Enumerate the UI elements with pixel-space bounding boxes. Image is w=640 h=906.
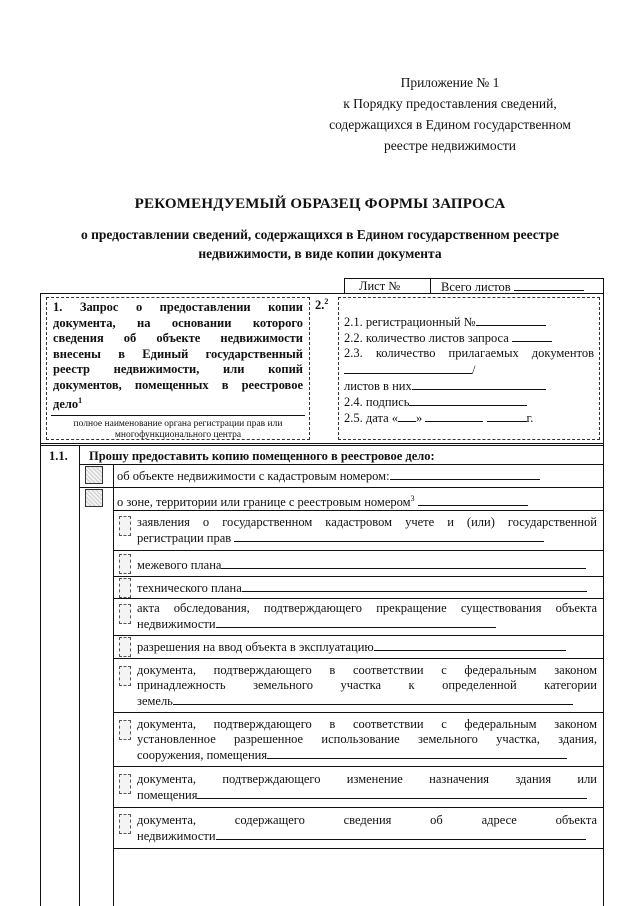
appendix-line: реестре недвижимости bbox=[383, 138, 517, 153]
divider bbox=[113, 635, 603, 636]
signature-caption: полное наименование органа регистрации прав или bbox=[73, 419, 283, 429]
sheet-number-cell[interactable]: Лист № bbox=[345, 279, 431, 294]
doc-field[interactable] bbox=[216, 828, 586, 840]
doc-field[interactable] bbox=[221, 557, 586, 569]
doc-label: документа, подтверждающего в соответствии с федеральным законом bbox=[137, 717, 597, 731]
doc-label: помещения bbox=[137, 788, 198, 802]
doc-field[interactable] bbox=[216, 616, 496, 628]
appendix-block bbox=[300, 72, 600, 156]
doc-row bbox=[137, 639, 597, 655]
attached-count-label: 2.3. количество прилагаемых документов bbox=[344, 346, 594, 360]
doc-checkbox[interactable] bbox=[119, 516, 131, 536]
divider bbox=[113, 658, 603, 659]
section-1-line: дело bbox=[53, 397, 79, 412]
doc-row bbox=[137, 772, 597, 803]
section-1-1-header: Прошу предоставить копию помещенного в реестровое дело: bbox=[89, 449, 435, 463]
doc-checkbox[interactable] bbox=[119, 604, 131, 624]
sheet-count-field[interactable] bbox=[512, 330, 552, 342]
footnote-mark: 2 bbox=[324, 297, 329, 306]
attached-count-field[interactable] bbox=[344, 362, 472, 374]
divider bbox=[113, 848, 603, 849]
doc-label: земель bbox=[137, 694, 173, 708]
reg-number-field[interactable] bbox=[476, 314, 546, 326]
reg-number-label: 2.1. регистрационный № bbox=[344, 315, 476, 329]
doc-checkbox[interactable] bbox=[119, 720, 131, 740]
sheets-in-label: листов в них bbox=[344, 379, 412, 393]
divider bbox=[113, 807, 603, 808]
sheet-total-label: Всего листов bbox=[441, 280, 511, 294]
doc-field[interactable] bbox=[267, 747, 567, 759]
subtitle-line: недвижимости, в виде копии документа bbox=[198, 246, 442, 261]
sheet-count-row bbox=[344, 330, 594, 346]
sheet-counter bbox=[344, 278, 604, 294]
section-1-box bbox=[46, 297, 310, 440]
section-1-line: документа, на основании которого bbox=[53, 315, 303, 330]
doc-label: технического плана bbox=[137, 581, 242, 595]
sheets-in-row bbox=[344, 378, 594, 394]
appendix-line: содержащихся в Едином государственном bbox=[329, 117, 571, 132]
doc-label: заявления о государственном кадастровом учете и (или) государственной bbox=[137, 515, 597, 529]
section-2-box bbox=[338, 297, 600, 440]
section-2-label bbox=[315, 297, 328, 313]
doc-row bbox=[137, 717, 597, 763]
signature-caption: многофункционального центра bbox=[114, 430, 242, 440]
doc-label: документа, подтверждающего в соответствии с федеральным законом bbox=[137, 663, 597, 677]
doc-label: разрешения на ввод объекта в эксплуатацию bbox=[137, 640, 374, 654]
date-year-field[interactable] bbox=[487, 410, 527, 422]
divider bbox=[113, 510, 603, 511]
doc-row bbox=[137, 557, 597, 573]
date-label: 2.5. дата « bbox=[344, 411, 398, 425]
section-1-line: реестр недвижимости, или копий bbox=[53, 362, 303, 376]
divider bbox=[113, 766, 603, 767]
slash: / bbox=[472, 363, 476, 377]
divider bbox=[79, 464, 603, 465]
footnote-mark: 1 bbox=[78, 396, 83, 405]
section-2-number: 2. bbox=[315, 298, 325, 313]
cadastral-option-row bbox=[117, 468, 597, 484]
sheet-total-cell[interactable] bbox=[441, 279, 584, 294]
section-1-text bbox=[53, 300, 303, 413]
divider bbox=[113, 712, 603, 713]
doc-checkbox[interactable] bbox=[119, 774, 131, 794]
signature-field[interactable] bbox=[409, 394, 527, 406]
doc-label: установленное разрешенное использование земельного участка, здания, bbox=[137, 732, 597, 746]
doc-field[interactable] bbox=[242, 580, 587, 592]
column-divider bbox=[79, 446, 80, 906]
zone-number-field[interactable] bbox=[418, 494, 528, 506]
divider bbox=[113, 598, 603, 599]
zone-option-row bbox=[117, 491, 597, 510]
section-1-line: документов, помещенных в реестровое bbox=[53, 377, 303, 392]
cadastral-option-label: об объекте недвижимости с кадастровым номером: bbox=[117, 469, 390, 483]
doc-row bbox=[137, 515, 597, 546]
doc-label: документа, содержащего сведения об адресе объекта bbox=[137, 813, 597, 827]
date-day-field[interactable] bbox=[398, 410, 416, 422]
doc-checkbox[interactable] bbox=[119, 814, 131, 834]
section-1-line: 1. Запрос о предоставлении копии bbox=[53, 300, 303, 314]
doc-checkbox[interactable] bbox=[119, 554, 131, 574]
divider bbox=[79, 487, 603, 488]
zone-option-checkbox[interactable] bbox=[85, 489, 103, 507]
doc-label: недвижимости bbox=[137, 617, 216, 631]
subtitle-line: о предоставлении сведений, содержащихся в Едином государственном реестре bbox=[80, 227, 560, 242]
doc-row bbox=[137, 813, 597, 844]
appendix-line: Приложение № 1 bbox=[400, 75, 500, 90]
form-title: РЕКОМЕНДУЕМЫЙ ОБРАЗЕЦ ФОРМЫ ЗАПРОСА bbox=[134, 196, 506, 212]
doc-field[interactable] bbox=[234, 530, 544, 542]
doc-field[interactable] bbox=[173, 693, 573, 705]
appendix-line: к Порядку предоставления сведений, bbox=[343, 96, 557, 111]
cadastral-option-checkbox[interactable] bbox=[85, 466, 103, 484]
sheets-in-field[interactable] bbox=[412, 378, 546, 390]
signature-label: 2.4. подпись bbox=[344, 395, 410, 409]
divider bbox=[41, 445, 603, 446]
attached-count-row bbox=[344, 362, 594, 378]
divider bbox=[113, 550, 603, 551]
doc-field[interactable] bbox=[374, 639, 566, 651]
request-form bbox=[40, 293, 604, 906]
doc-label: документа, подтверждающего изменение назначения здания или bbox=[137, 772, 597, 786]
divider bbox=[113, 576, 603, 577]
doc-field[interactable] bbox=[197, 787, 587, 799]
doc-checkbox[interactable] bbox=[119, 637, 131, 657]
doc-label: принадлежность земельного участка к определенной категории bbox=[137, 678, 597, 692]
cadastral-number-field[interactable] bbox=[390, 468, 540, 480]
section-1-1-number: 1.1. bbox=[49, 449, 68, 463]
footnote-mark: 3 bbox=[410, 494, 415, 503]
doc-row bbox=[137, 580, 597, 596]
zone-option-label: о зоне, территории или границе с реестровым номером bbox=[117, 495, 411, 510]
divider bbox=[41, 443, 603, 444]
sheet-total-field[interactable] bbox=[514, 279, 584, 291]
doc-label: межевого плана bbox=[137, 558, 222, 572]
column-divider bbox=[113, 464, 114, 906]
section-1-line: внесены в Единый государственный bbox=[53, 346, 303, 361]
doc-checkbox[interactable] bbox=[119, 578, 131, 598]
doc-row bbox=[137, 663, 597, 709]
doc-label: регистрации прав bbox=[137, 531, 232, 545]
sheet-count-label: 2.2. количество листов запроса bbox=[344, 331, 509, 345]
registrar-signature-line[interactable] bbox=[51, 415, 305, 441]
date-quote: » bbox=[416, 411, 423, 425]
date-month-field[interactable] bbox=[425, 410, 483, 422]
year-suffix: г. bbox=[526, 411, 534, 425]
doc-label: сооружения, помещения bbox=[137, 748, 268, 762]
reg-number-row bbox=[344, 314, 594, 330]
form-subtitle bbox=[40, 225, 600, 263]
date-row bbox=[344, 410, 594, 426]
section-1-line: сведения об объекте недвижимости bbox=[53, 331, 303, 345]
doc-label: недвижимости bbox=[137, 829, 216, 843]
doc-label: акта обследования, подтверждающего прекращение существования объекта bbox=[137, 601, 597, 615]
signature-row bbox=[344, 394, 594, 410]
doc-row bbox=[137, 601, 597, 632]
doc-checkbox[interactable] bbox=[119, 666, 131, 686]
